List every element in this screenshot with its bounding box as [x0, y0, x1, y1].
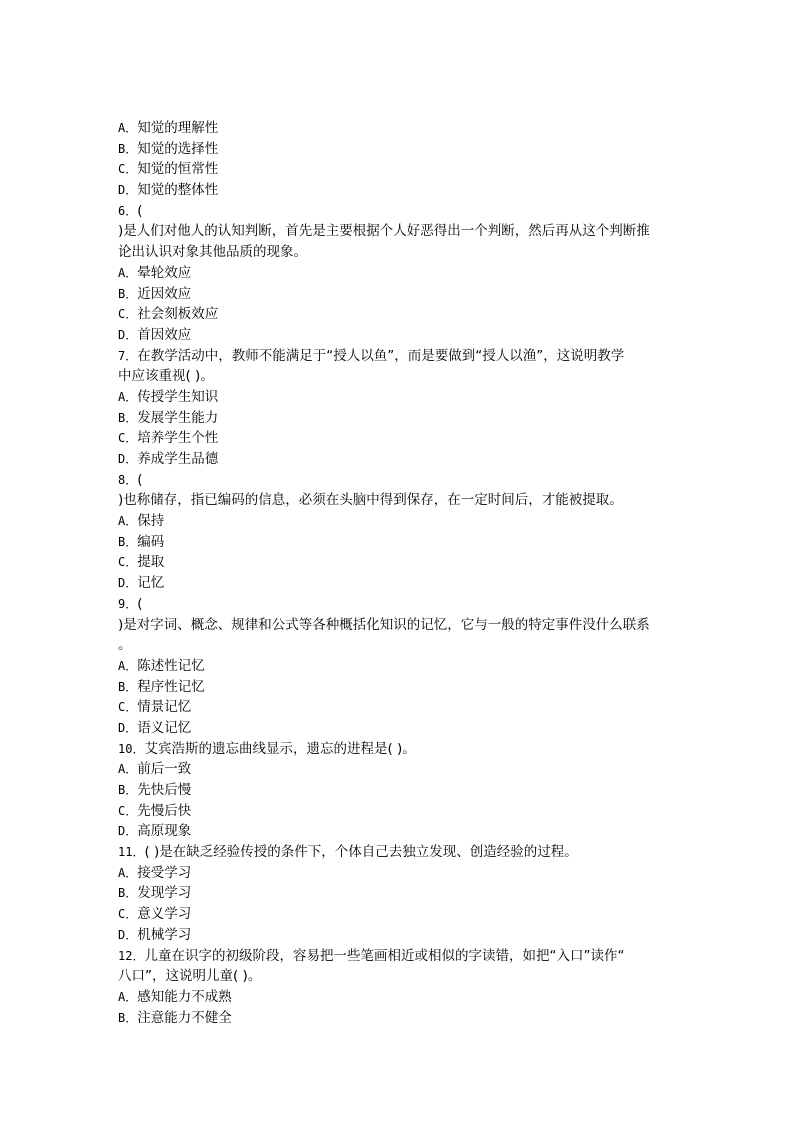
option-label: B． [118, 783, 138, 797]
option-line [118, 139, 678, 160]
option-line [118, 532, 678, 553]
option-label: A． [118, 121, 138, 135]
option-label: A． [118, 265, 138, 280]
option-label: C． [118, 431, 138, 446]
option-line [118, 387, 678, 408]
option-text: 近因效应 [137, 285, 192, 302]
option-label: C． [118, 700, 138, 715]
question-continuation [118, 490, 678, 511]
option-text: 知觉的整体性 [137, 182, 219, 199]
option-text: 养成学生品德 [137, 451, 219, 467]
option-line [118, 925, 678, 946]
option-text: 注意能力不健全 [137, 1009, 232, 1026]
option-text: 接受学习 [137, 864, 192, 881]
document-page [118, 118, 678, 1028]
option-text: 感知能力不成熟 [137, 988, 232, 1005]
option-line [118, 511, 678, 532]
option-line [118, 118, 678, 139]
question-continuation [118, 242, 678, 263]
option-line [118, 759, 678, 780]
question-continuation [118, 221, 678, 242]
option-text: 社会刻板效应 [137, 306, 219, 323]
question-continuation [118, 366, 678, 387]
option-text: 编码 [137, 533, 165, 550]
question-text: ( [137, 471, 143, 488]
option-line [118, 449, 678, 470]
option-text: 语义记忆 [137, 719, 192, 736]
option-text: 陈述性记忆 [137, 657, 205, 674]
option-line [118, 325, 678, 346]
question-number: 12． [118, 948, 145, 963]
option-label: A． [118, 989, 138, 1004]
option-label: B． [118, 286, 138, 301]
question-text: )是对字词、概念、规律和公式等各种概括化知识的记忆，它与一般的特定事件没什么联系 [118, 616, 650, 633]
option-label: A． [118, 514, 138, 529]
option-text: 培养学生个性 [137, 430, 219, 447]
question-line [118, 201, 678, 222]
question-text: ( [137, 202, 143, 219]
question-number: 10． [118, 741, 145, 756]
option-text: 先慢后快 [137, 802, 192, 819]
option-label: D． [118, 327, 138, 342]
option-label: A． [118, 762, 138, 777]
question-text: 中应该重视( )。 [118, 368, 214, 385]
option-text: 保持 [137, 513, 165, 530]
option-line [118, 1008, 678, 1029]
option-label: B． [118, 886, 138, 901]
question-number: 9． [118, 596, 138, 611]
option-label: B． [118, 679, 138, 694]
option-text: 首因效应 [137, 326, 192, 343]
option-label: C． [118, 907, 138, 922]
question-text: )是人们对他人的认知判断，首先是主要根据个人好恶得出一个判断，然后再从这个判断推 [118, 223, 650, 240]
question-text: 儿童在识字的初级阶段，容易把一些笔画相近或相似的字读错，如把“入口”读作“ [144, 947, 625, 964]
question-line [118, 594, 678, 615]
option-text: 知觉的选择性 [137, 140, 219, 157]
option-text: 情景记忆 [137, 699, 192, 716]
question-continuation [118, 966, 678, 987]
option-label: D． [118, 927, 138, 942]
question-text: )也称储存，指已编码的信息，必须在头脑中得到保存，在一定时间后，才能被提取。 [118, 492, 623, 509]
option-label: D． [118, 824, 138, 839]
option-label: C． [118, 555, 138, 570]
question-line [118, 739, 678, 760]
option-line [118, 180, 678, 201]
option-text: 机械学习 [137, 926, 192, 943]
option-line [118, 159, 678, 180]
option-line [118, 718, 678, 739]
question-line [118, 470, 678, 491]
option-label: A． [118, 658, 138, 673]
option-line [118, 987, 678, 1008]
option-line [118, 677, 678, 698]
option-line [118, 883, 678, 904]
question-line [118, 842, 678, 863]
option-label: C． [118, 803, 138, 818]
option-line [118, 697, 678, 718]
option-line [118, 284, 678, 305]
option-text: 知觉的理解性 [137, 120, 219, 136]
option-text: 记忆 [137, 575, 165, 592]
question-line [118, 346, 678, 367]
option-label: D． [118, 183, 138, 198]
option-text: 发展学生能力 [137, 409, 219, 426]
option-line [118, 304, 678, 325]
question-number: 6． [118, 203, 138, 218]
option-line [118, 863, 678, 884]
option-label: B． [118, 534, 138, 549]
option-line [118, 263, 678, 284]
question-text: 。 [118, 637, 132, 654]
option-line [118, 428, 678, 449]
question-text: 在教学活动中，教师不能满足于“授人以鱼”，而是要做到“授人以渔”，这说明教学 [137, 347, 625, 364]
option-label: A． [118, 865, 138, 880]
option-line [118, 801, 678, 822]
option-line [118, 408, 678, 429]
option-label: B． [118, 141, 138, 156]
option-label: B． [118, 410, 138, 425]
option-line [118, 552, 678, 573]
question-line [118, 946, 678, 967]
option-text: 知觉的恒常性 [137, 161, 219, 178]
option-text: 前后一致 [137, 761, 192, 778]
option-label: C． [118, 307, 138, 322]
option-text: 意义学习 [137, 906, 192, 923]
option-label: A． [118, 389, 138, 404]
question-text: 艾宾浩斯的遗忘曲线显示，遗忘的进程是( )。 [144, 740, 416, 757]
option-label: D． [118, 720, 138, 735]
option-text: 高原现象 [137, 823, 192, 840]
question-continuation [118, 615, 678, 636]
question-text: 八口”，这说明儿童( )。 [118, 968, 262, 985]
option-line [118, 656, 678, 677]
question-text: ( [137, 595, 143, 612]
option-label: C． [118, 162, 138, 177]
option-line [118, 780, 678, 801]
option-label: D． [118, 452, 138, 466]
question-number: 8． [118, 472, 138, 487]
option-text: 发现学习 [137, 885, 192, 902]
question-number: 11． [118, 845, 145, 860]
option-line [118, 821, 678, 842]
option-text: 提取 [137, 554, 165, 571]
question-text: 论出认识对象其他品质的现象。 [118, 244, 307, 261]
option-text: 程序性记忆 [137, 678, 205, 695]
option-text: 先快后慢 [137, 782, 192, 798]
option-label: D． [118, 576, 138, 591]
option-line [118, 904, 678, 925]
option-line [118, 573, 678, 594]
question-number: 7． [118, 348, 138, 363]
option-text: 晕轮效应 [137, 264, 192, 281]
option-label: B． [118, 1010, 138, 1025]
question-text: ( )是在缺乏经验传授的条件下，个体自己去独立发现、创造经验的过程。 [144, 844, 578, 861]
question-continuation [118, 635, 678, 656]
option-text: 传授学生知识 [137, 388, 219, 405]
